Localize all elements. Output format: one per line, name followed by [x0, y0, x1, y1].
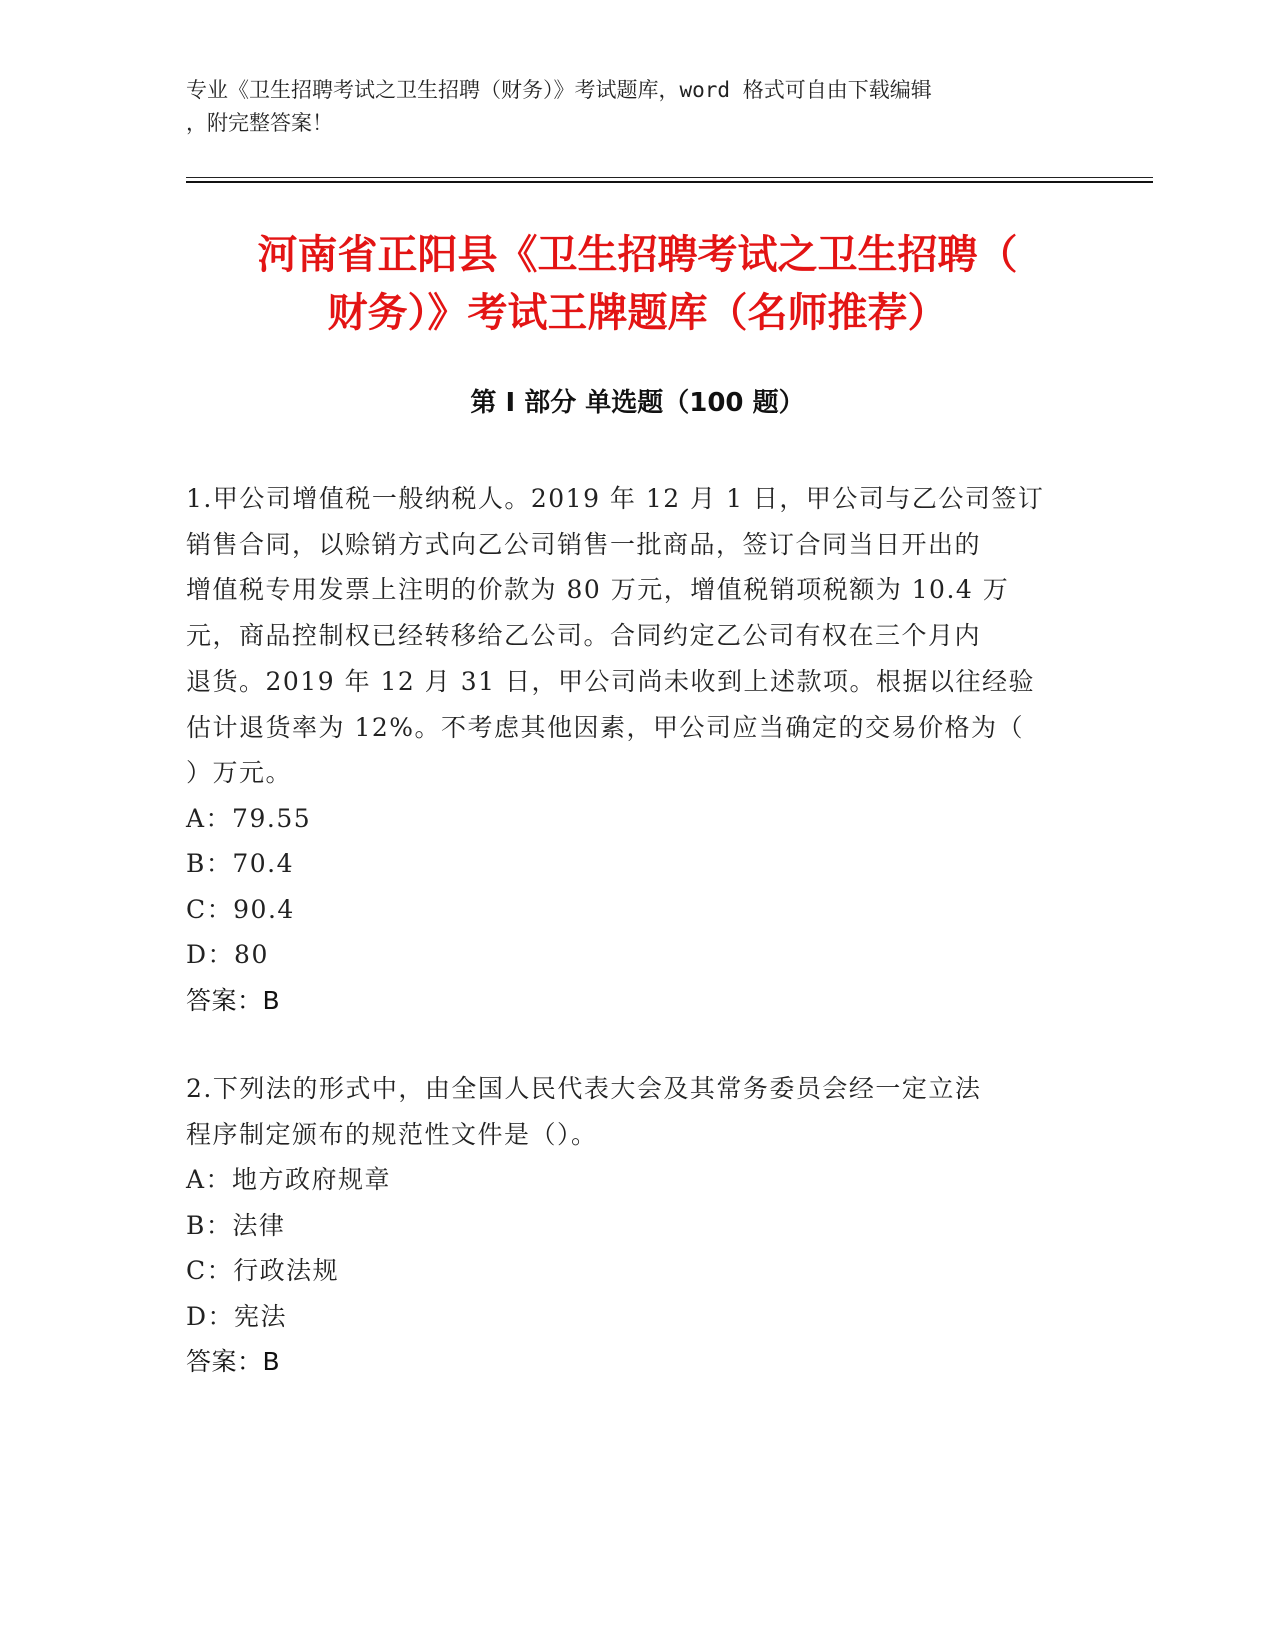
header-divider-thin	[186, 177, 1153, 178]
option-c: C：90.4	[186, 894, 295, 924]
question-stem-line: 估计退货率为 12%。不考虑其他因素，甲公司应当确定的交易价格为（	[186, 712, 1025, 742]
document-title	[186, 226, 1089, 342]
option-b: B：70.4	[186, 849, 295, 879]
header-note	[186, 74, 1066, 140]
option-c: C：行政法规	[186, 1256, 340, 1286]
question-stem-line: 程序制定颁布的规范性文件是（）。	[186, 1119, 598, 1149]
question-stem-line: 1.甲公司增值税一般纳税人。2019 年 12 月 1 日，甲公司与乙公司签订	[186, 484, 1045, 513]
option-a: A：地方政府规章	[186, 1165, 392, 1195]
option-b: B：法律	[186, 1210, 286, 1240]
answer: 答案：B	[186, 1347, 281, 1377]
answer: 答案：B	[186, 985, 281, 1015]
header-note-line: 专业《卫生招聘考试之卫生招聘（财务）》考试题库，word 格式可自由下载编辑	[186, 78, 932, 102]
document-title-line: 财务）》考试王牌题库（名师推荐）	[327, 290, 948, 336]
question-stem-line: 退货。2019 年 12 月 31 日，甲公司尚未收到上述款项。根据以往经验	[186, 666, 1035, 696]
option-d: D：80	[186, 940, 269, 970]
question-1	[186, 476, 1086, 1023]
section-title: 第 I 部分 单选题（100 题）	[470, 388, 805, 418]
document-title-line: 河南省正阳县《卫生招聘考试之卫生招聘（	[257, 232, 1018, 278]
option-d: D：宪法	[186, 1301, 288, 1331]
header-note-line: ，附完整答案！	[186, 111, 333, 135]
question-stem-line: 2.下列法的形式中，由全国人民代表大会及其常务委员会经一定立法	[186, 1074, 982, 1103]
question-stem-line: 增值税专用发票上注明的价款为 80 万元，增值税销项税额为 10.4 万	[186, 575, 1010, 605]
question-2	[186, 1066, 1086, 1385]
question-stem-line: 销售合同，以赊销方式向乙公司销售一批商品，签订合同当日开出的	[186, 529, 982, 559]
question-stem-line: 元，商品控制权已经转移给乙公司。合同约定乙公司有权在三个月内	[186, 621, 982, 651]
header-divider-thick	[186, 181, 1153, 183]
question-stem-line: ）万元。	[186, 758, 293, 788]
option-a: A：79.55	[186, 803, 312, 833]
